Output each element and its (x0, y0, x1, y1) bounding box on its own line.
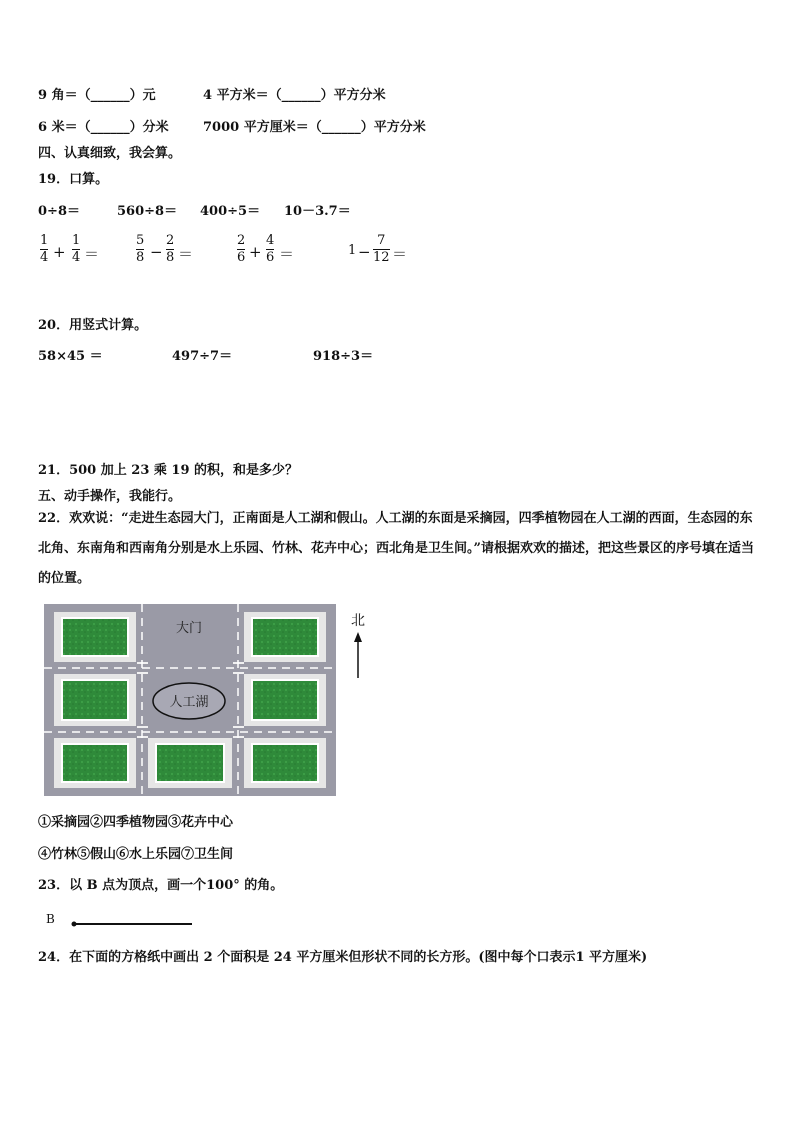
equals-sign: ＝ (84, 245, 100, 263)
fraction: 1 4 (72, 233, 81, 265)
block-s (148, 738, 232, 788)
eco-park-map (44, 604, 336, 796)
options-list: ④竹林⑤假山⑥水上乐园⑦卫生间 (38, 847, 234, 862)
conversion-item: 9 角＝（______）元 (38, 88, 156, 103)
oral-calc-item: 400÷5＝ (200, 204, 261, 219)
equals-sign: ＝ (178, 245, 194, 263)
whole-number: 1 (348, 243, 357, 258)
conversion-item: 7000 平方厘米＝（______）平方分米 (203, 120, 426, 135)
vertical-calc-item: 497÷7＝ (172, 349, 233, 364)
plus-sign: + (53, 243, 66, 261)
oral-calc-item: 0÷8＝ (38, 204, 80, 219)
options-list: ①采摘园②四季植物园③花卉中心 (38, 815, 234, 830)
lake-label: 人工湖 (169, 695, 209, 710)
fraction: 4 6 (266, 233, 275, 265)
north-label: 北 (351, 613, 365, 629)
fraction: 5 8 (136, 233, 145, 265)
gate-label: 大门 (175, 621, 203, 636)
block-e (244, 674, 326, 726)
conversion-item: 4 平方米＝（______）平方分米 (203, 88, 386, 103)
block-ne (244, 612, 326, 662)
block-sw (54, 738, 136, 788)
minus-sign: − (150, 243, 163, 261)
section-heading: 五、动手操作，我能行。 (38, 489, 182, 504)
oral-calc-item: 560÷8＝ (117, 204, 178, 219)
ray-segment (70, 918, 194, 930)
fraction: 2 6 (237, 233, 246, 265)
vertical-calc-item: 918÷3＝ (313, 349, 374, 364)
fraction: 2 8 (166, 233, 175, 265)
question-title: 20．用竖式计算。 (38, 318, 148, 333)
point-label: B (46, 912, 55, 926)
equals-sign: ＝ (392, 245, 408, 263)
block-se (244, 738, 326, 788)
plus-sign: + (249, 243, 262, 261)
question-title: 19．口算。 (38, 172, 109, 187)
section-heading: 四、认真细致，我会算。 (38, 146, 182, 161)
minus-sign: − (358, 243, 371, 261)
block-w (54, 674, 136, 726)
fraction: 1 4 (40, 233, 49, 265)
question-title: 21．500 加上 23 乘 19 的积，和是多少？ (38, 463, 299, 478)
question-title: 23．以 B 点为顶点，画一个100° 的角。 (38, 878, 284, 893)
fraction: 7 12 (373, 233, 390, 265)
question-text: 22．欢欢说：“走进生态园大门，正南面是人工湖和假山。人工湖的东面是采摘园，四季植物园在人工湖的西面，生态园的东北角、东南角和西南角分别是水上乐园、竹林、花卉中心；西北角是卫生间。”请根据欢欢的描述，把这些景区的序号填在适当的位置。 (38, 511, 754, 586)
vertical-calc-item: 58×45 ＝ (38, 349, 103, 364)
conversion-item: 6 米＝（______）分米 (38, 120, 169, 135)
north-arrow (346, 610, 370, 680)
question-title: 24．在下面的方格纸中画出 2 个面积是 24 平方厘米但形状不同的长方形。(图中每个口表示1 平方厘米) (38, 950, 648, 965)
equals-sign: ＝ (279, 245, 295, 263)
oral-calc-item: 10－3.7＝ (284, 204, 351, 219)
block-nw (54, 612, 136, 662)
